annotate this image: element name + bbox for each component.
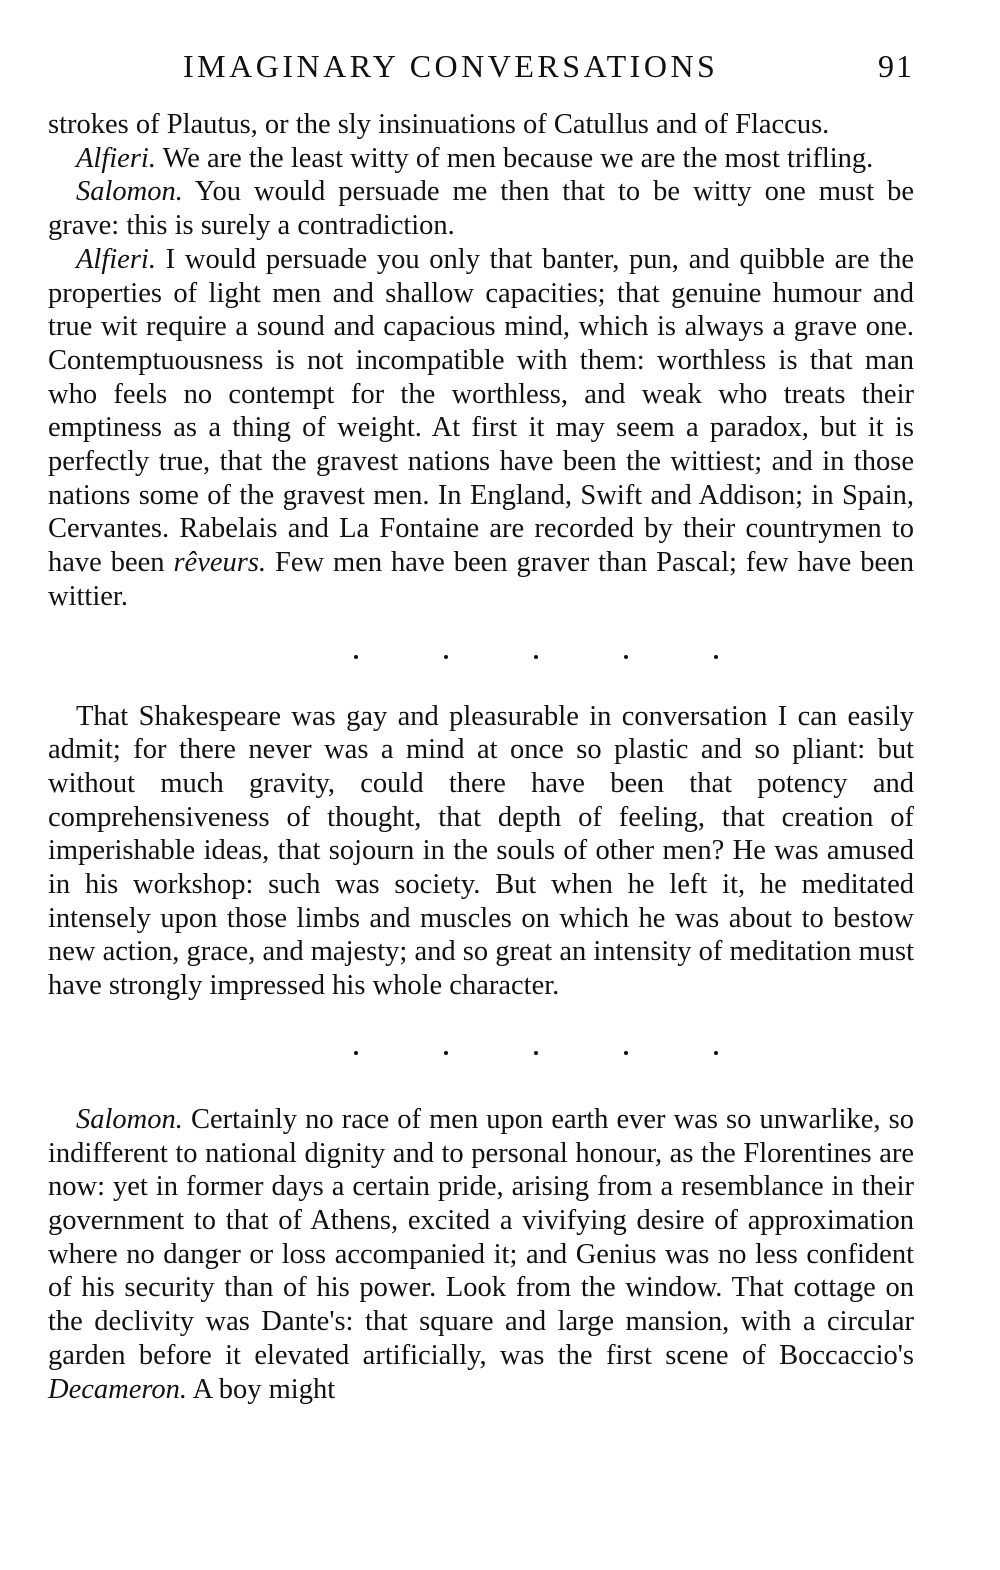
- ellipsis-dot: [714, 1051, 718, 1055]
- paragraph-text: strokes of Plautus, or the sly insinuations of Catullus and of Flaccus.: [48, 109, 830, 140]
- dialogue-paragraph: [48, 142, 914, 176]
- paragraph-text: A boy might: [192, 1373, 336, 1405]
- dialogue-paragraph: [48, 243, 914, 614]
- section-break: [48, 1003, 914, 1103]
- dialogue-paragraph: [48, 175, 914, 242]
- ellipsis-dot: [534, 1051, 538, 1055]
- running-head: [48, 0, 914, 100]
- speaker-name: Alfieri.: [76, 243, 156, 275]
- italic-title: Decameron.: [48, 1373, 188, 1405]
- speaker-name: Alfieri.: [76, 142, 156, 174]
- dialogue-paragraph: [48, 1103, 914, 1406]
- ellipsis-dot: [444, 655, 448, 659]
- ellipsis-dot: [354, 1051, 358, 1055]
- paragraph-text: Certainly no race of men upon earth ever was so unwarlike, so indifferent to national dignity and to personal honour, as the Florentines are now: yet in former days a certain pride, arising from a resemblance in their government to that of Athens, excited a vivifying desire of approximation where no danger or loss accompanied it; and Genius was no less confident of his security than of his power. Look from the window. That cottage on the declivity was Dante's: that square and large mansion, with a circular garden before it elevated artificially, was the first scene of Boccaccio's: [48, 1103, 915, 1371]
- running-title: IMAGINARY CONVERSATIONS: [183, 48, 719, 84]
- paragraph-text: That Shakespeare was gay and pleasurable in conversation I can easily admit; for there never was a mind at once so plastic and so pliant: but without much gravity, could there have been that potency and comprehensiveness of thought, that depth of feeling, that creation of imperishable ideas, that sojourn in the souls of other men? He was amused in his workshop: such was society. But when he left it, he meditated intensely upon those limbs and muscles on which he was about to bestow new action, grace, and majesty; and so great an intensity of meditation must have strongly impressed his whole character.: [48, 700, 914, 1002]
- section-break: [48, 614, 914, 700]
- italic-word: rêveurs.: [173, 547, 267, 579]
- ellipsis-dot: [534, 655, 538, 659]
- paragraph: [48, 700, 914, 1003]
- paragraph-text: I would persuade you only that banter, pun, and quibble are the properties of light men and shallow capacities; that genuine humour and true wit require a sound and capacious mind, which is always a grave one. Contemptuousness is not incompatible with them: worthless is that man who feels no contempt for the worthless, and weak who treats their emptiness as a thing of weight. At first it may seem a paradox, but it is perfectly true, that the gravest nations have been the wittiest; and in those nations some of the gravest men. In England, Swift and Addison; in Spain, Cervantes. Rabelais and La Fontaine are recorded by their countrymen to have been: [48, 243, 914, 579]
- page-number: 91: [878, 48, 914, 84]
- speaker-name: Salomon.: [76, 176, 183, 208]
- ellipsis-dot: [444, 1051, 448, 1055]
- paragraph-text: You would persuade me then that to be witty one must be grave: this is surely a contradiction.: [48, 176, 914, 242]
- ellipsis-dot: [714, 655, 718, 659]
- book-page: [48, 0, 915, 1405]
- ellipsis-dot: [624, 1051, 628, 1055]
- ellipsis-dot: [354, 655, 358, 659]
- paragraph-text: We are the least witty of men because we are the most trifling.: [162, 142, 874, 174]
- body-text: [48, 108, 914, 1406]
- paragraph-continuation: [48, 108, 914, 142]
- ellipsis-dot: [624, 655, 628, 659]
- paragraph-text: Few men have been graver than Pascal; few have been wittier.: [48, 547, 915, 612]
- speaker-name: Salomon.: [76, 1103, 183, 1135]
